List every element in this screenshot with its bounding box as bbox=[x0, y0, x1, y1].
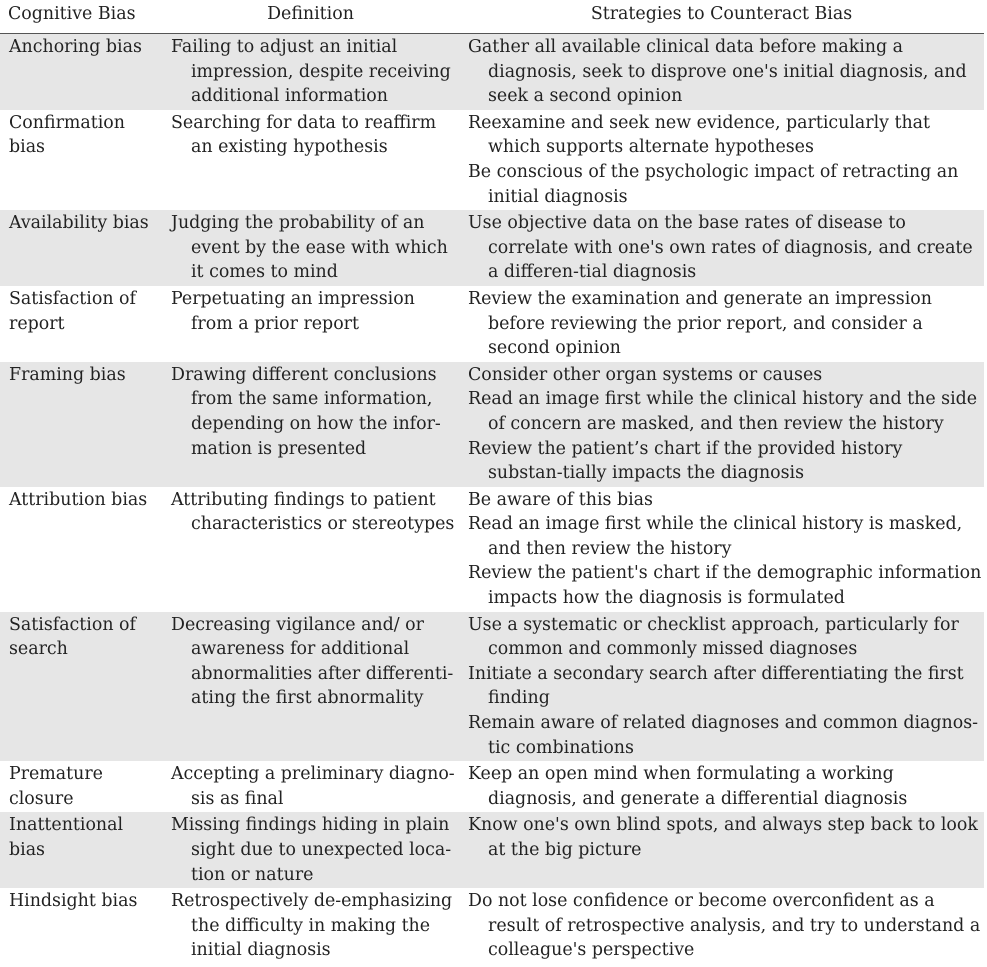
header-definition: Definition bbox=[162, 0, 459, 34]
bias-definition: Decreasing vigilance and/ or awareness for additional abnormalities after differenti-ating the first abnormality bbox=[171, 614, 454, 709]
bias-name: Availability bias bbox=[0, 210, 162, 286]
table-row bbox=[0, 888, 984, 967]
table-row bbox=[0, 487, 984, 612]
strategy-item: Review the patient’s chart if the provided history substan-tially impacts the diagnosis bbox=[468, 438, 903, 484]
table-row bbox=[0, 612, 984, 762]
strategy-item: Review the patient's chart if the demographic information impacts how the diagnosis is formulated bbox=[468, 563, 982, 609]
strategy-item: Keep an open mind when formulating a working diagnosis, and generate a differential diagnosis bbox=[468, 764, 908, 809]
bias-definition: Accepting a preliminary diagno-sis as final bbox=[171, 764, 455, 809]
bias-name: Premature closure bbox=[0, 761, 162, 812]
strategy-item: Initiate a secondary search after differentiating the first finding bbox=[468, 663, 964, 709]
strategy-item: Review the examination and generate an impression before reviewing the prior report, and consider a second opinion bbox=[468, 288, 932, 359]
table-row bbox=[0, 812, 984, 888]
table-row bbox=[0, 761, 984, 812]
strategy-item: Use objective data on the base rates of disease to correlate with one's own rates of diagnosis, and create a differen-tial diagnosis bbox=[468, 213, 973, 283]
bias-name: Framing bias bbox=[0, 362, 162, 487]
strategy-item: Reexamine and seek new evidence, particularly that which supports alternate hypotheses bbox=[468, 112, 931, 158]
table-row bbox=[0, 210, 984, 286]
bias-name: Confirmation bias bbox=[0, 110, 162, 210]
table-row bbox=[0, 110, 984, 210]
bias-name: Attribution bias bbox=[0, 487, 162, 612]
header-row bbox=[0, 0, 984, 34]
table-row bbox=[0, 362, 984, 487]
bias-name: Satisfaction of report bbox=[0, 286, 162, 362]
strategy-item: Read an image first while the clinical history and the side of concern are masked, and then review the history bbox=[468, 389, 978, 434]
header-cognitive-bias: Cognitive Bias bbox=[0, 0, 162, 34]
strategy-item: Consider other organ systems or causes bbox=[468, 364, 823, 385]
strategy-item: Remain aware of related diagnoses and common diagnos-tic combinations bbox=[468, 713, 979, 758]
bias-name: Inattentional bias bbox=[0, 812, 162, 888]
header-strategies: Strategies to Counteract Bias bbox=[459, 0, 984, 34]
strategy-item: Be aware of this bias bbox=[468, 489, 653, 510]
bias-definition: Perpetuating an impression from a prior report bbox=[171, 288, 415, 334]
bias-definition: Attributing findings to patient characteristics or stereotypes bbox=[171, 489, 455, 535]
bias-definition: Judging the probability of an event by the ease with which it comes to mind bbox=[171, 213, 448, 283]
strategy-item: Gather all available clinical data before making a diagnosis, seek to disprove one's initial diagnosis, and seek a second opinion bbox=[468, 37, 967, 107]
strategy-item: Do not lose confidence or become overconfident as a result of retrospective analysis, and try to understand a colleague's perspective bbox=[468, 891, 981, 961]
table-row bbox=[0, 286, 984, 362]
strategy-item: Know one's own blind spots, and always step back to look at the big picture bbox=[468, 815, 978, 860]
bias-name: Satisfaction of search bbox=[0, 612, 162, 762]
strategy-item: Use a systematic or checklist approach, particularly for common and commonly missed diagnoses bbox=[468, 614, 959, 660]
bias-definition: Drawing different conclusions from the same information, depending on how the infor-mation is presented bbox=[171, 364, 441, 459]
bias-definition: Retrospectively de-emphasizing the difficulty in making the initial diagnosis bbox=[171, 891, 453, 961]
table-row bbox=[0, 34, 984, 110]
strategy-item: Read an image first while the clinical history is masked, and then review the history bbox=[468, 514, 963, 559]
bias-definition: Failing to adjust an initial impression, despite receiving additional information bbox=[171, 37, 451, 107]
strategy-item: Be conscious of the psychologic impact of retracting an initial diagnosis bbox=[468, 161, 959, 207]
bias-definition: Searching for data to reaffirm an existing hypothesis bbox=[171, 112, 437, 158]
bias-name: Anchoring bias bbox=[0, 34, 162, 110]
bias-definition: Missing findings hiding in plain sight due to unexpected loca-tion or nature bbox=[171, 815, 452, 885]
table-header bbox=[0, 0, 984, 34]
bias-name: Hindsight bias bbox=[0, 888, 162, 967]
table-body bbox=[0, 34, 984, 967]
